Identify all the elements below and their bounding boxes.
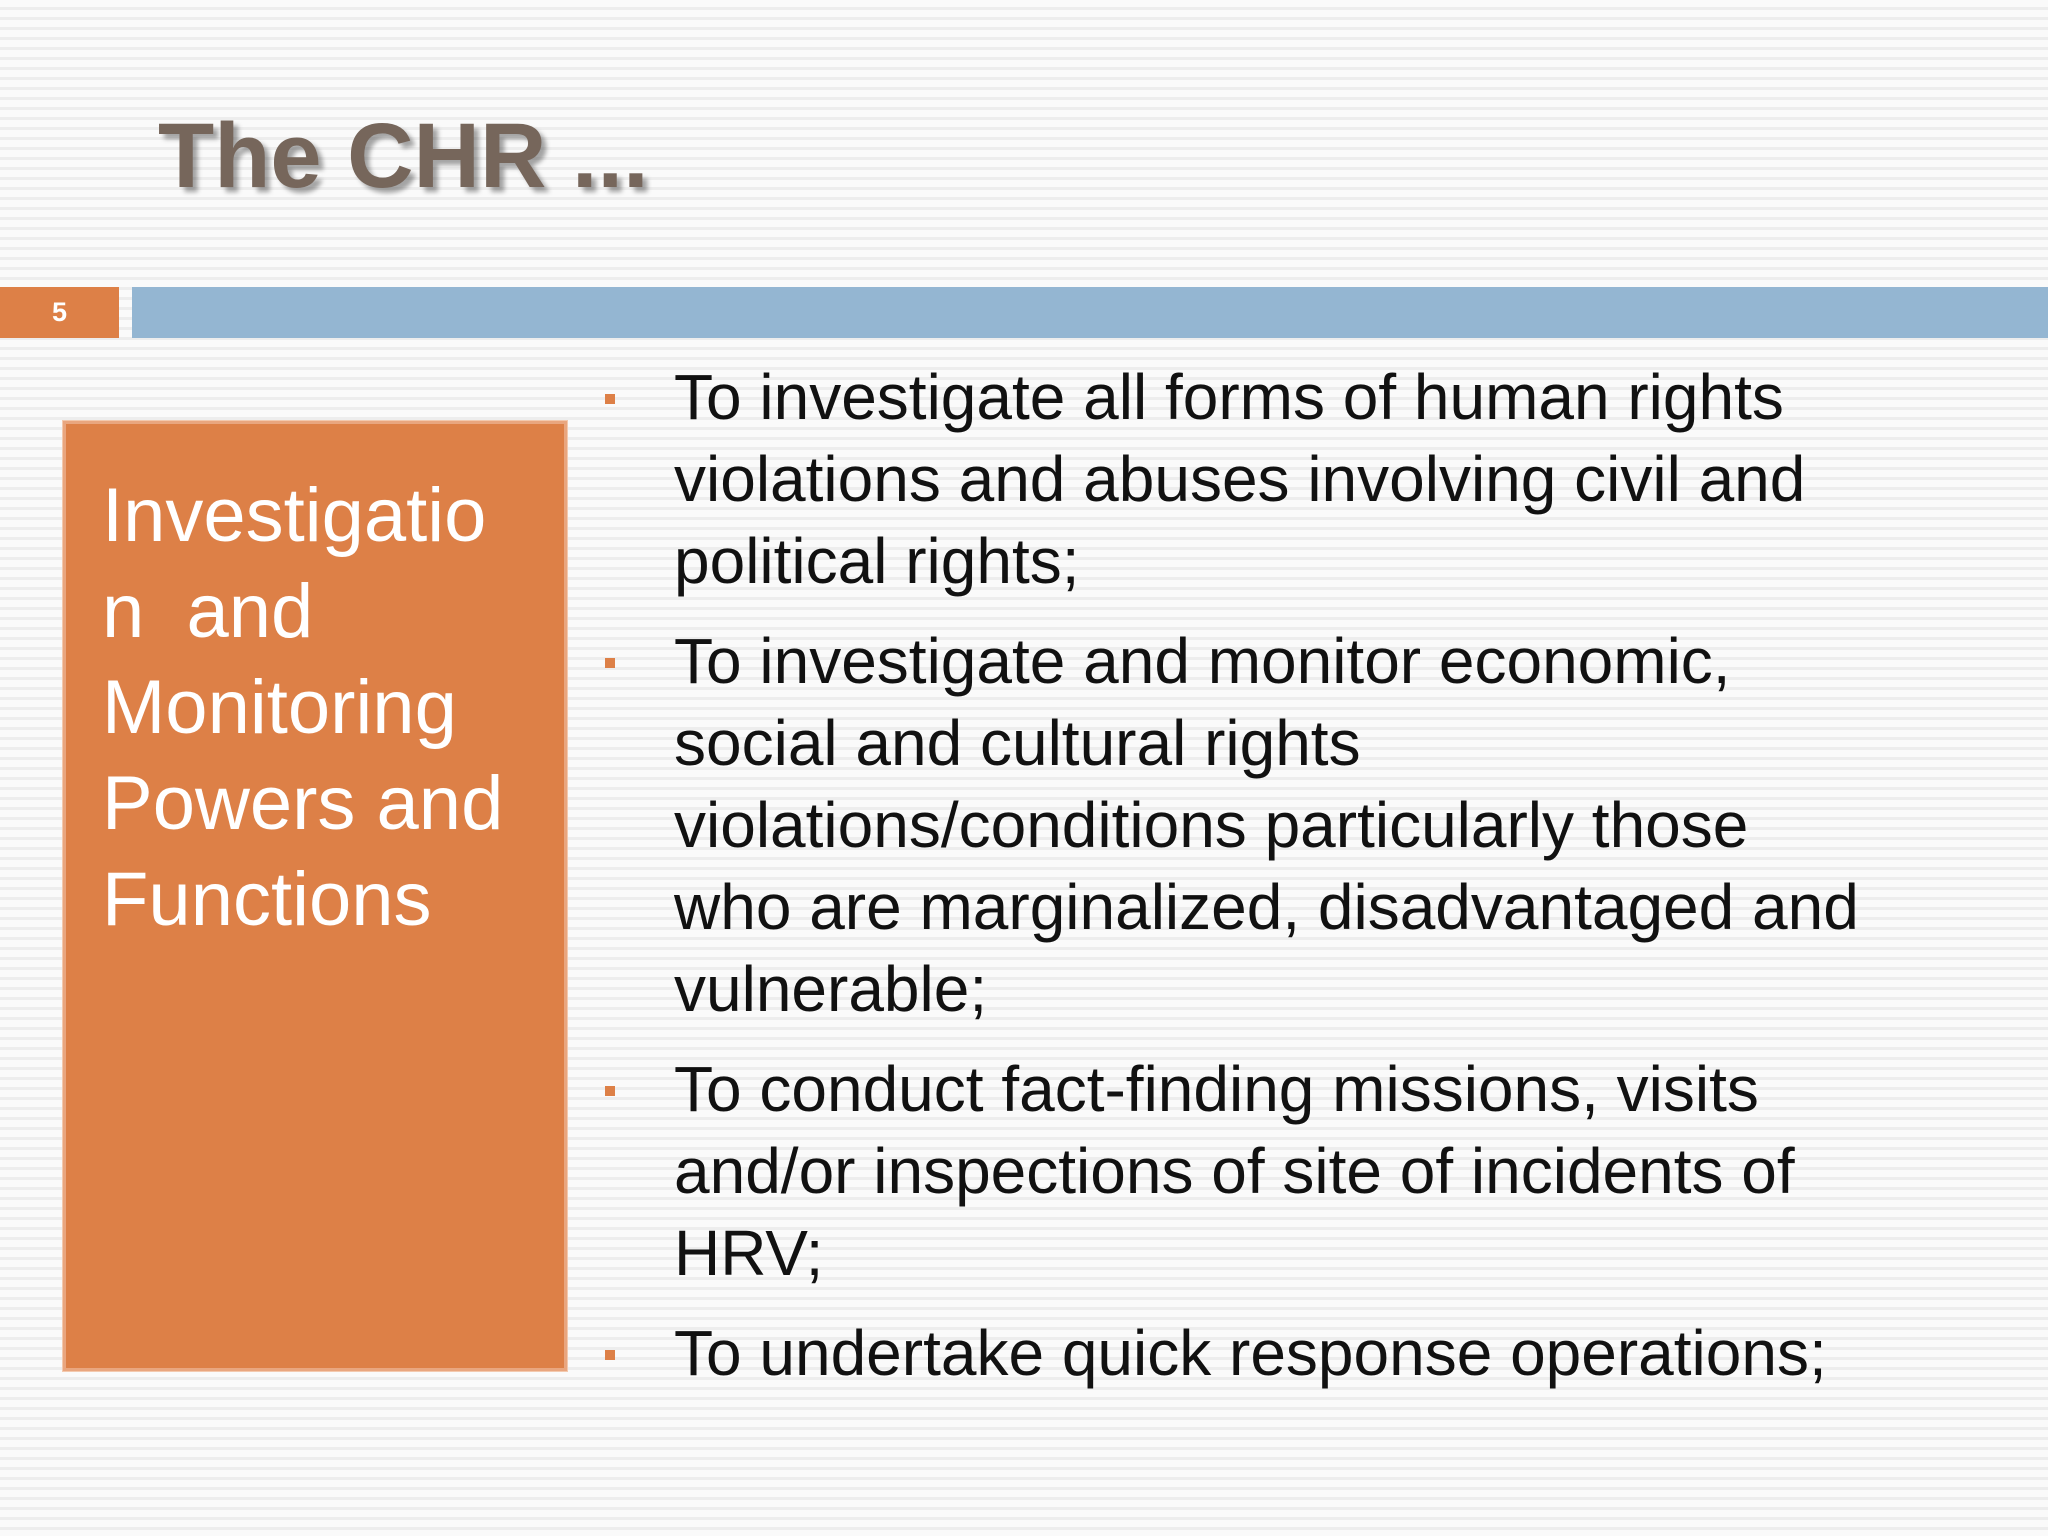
bullet-item [600,356,2000,602]
section-label-line: Functions [102,857,432,942]
square-bullet-icon [605,1086,615,1096]
bullet-item [600,1312,2000,1394]
bullet-line: political rights; [674,525,1080,597]
square-bullet-icon [605,394,615,404]
bullet-line: vulnerable; [674,953,988,1025]
section-label-line: Investigatio [102,473,487,558]
bullet-item [600,620,2000,1030]
slide-title: The CHR ... [158,105,649,207]
bullet-line: To investigate all forms of human rights [674,361,1784,433]
section-label-box [63,421,567,1371]
bullet-line: who are marginalized, disadvantaged and [674,871,1859,943]
bullet-line: violations/conditions particularly those [674,789,1749,861]
section-label-line: n and [102,569,314,654]
bullet-line: To undertake quick response operations; [674,1317,1827,1389]
bullet-line: social and cultural rights [674,707,1361,779]
bullet-line: HRV; [674,1217,824,1289]
section-label-line: Powers and [102,761,504,846]
bullet-line: To conduct fact-finding missions, visits [674,1053,1759,1125]
section-label [102,468,534,948]
header-bar [132,287,2048,338]
square-bullet-icon [605,1350,615,1360]
bullet-list [600,356,2000,1412]
bullet-item [600,1048,2000,1294]
section-label-line: Monitoring [102,665,457,750]
bullet-line: violations and abuses involving civil and [674,443,1806,515]
slide-number: 5 [0,287,119,338]
bullet-line: and/or inspections of site of incidents of [674,1135,1795,1207]
square-bullet-icon [605,658,615,668]
bullet-line: To investigate and monitor economic, [674,625,1731,697]
